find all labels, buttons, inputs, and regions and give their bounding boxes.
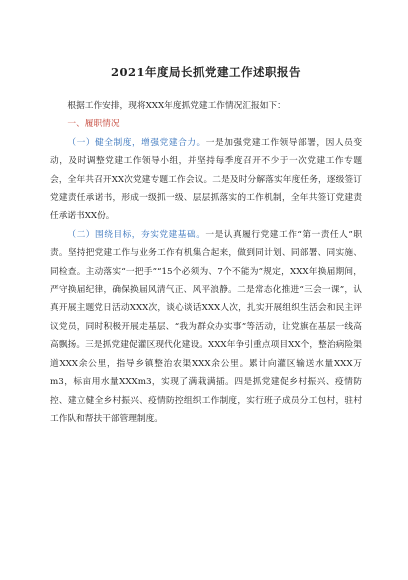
paragraph-1-body: 一是加强党建工作领导部署，因人员变动，及时调整党建工作领导小组，并坚持每季度召开不少于一次党建工作专题会，全年共召开XX次党建专题工作会议。二是及时分解落实年度任务，逐级签订党建责任承诺书，形成一级抓一级、层层抓落实的工作机制，全年共签订党建责任承诺书XX份。 — [50, 137, 363, 222]
section-heading: 一、履职情况 — [67, 119, 120, 130]
paragraph-1-lead: （一）健全制度，增强党建合力。 — [67, 137, 206, 148]
document-title: 2021年度局长抓党建工作述职报告 — [110, 65, 301, 79]
paragraph-2-lead: （二）围绕目标，夯实党建基础。 — [67, 229, 206, 240]
paragraph-1 — [50, 134, 362, 226]
paragraph-2-body: 一是认真履行党建工作“第一责任人”职责。坚持把党建工作与业务工作有机集合起来，做到同计划、同部署、同实施、同检查。主动落实“一把手”“15个必须为、7个不能为”规定，XXX年换届期间，严守换届纪律，确保换届风清气正、风平浪静。二是常态化推进“三会一课”，认真开展主题党日活动XXX次，谈心谈话XXX人次，扎实开展组织生活会和民主评议党员，同时积极开展走基层、“我为群众办实事”等活动，让党旗在基层一线高高飘扬。三是抓党建促灌区现代化建设。XXX年争引重点项目XX个，整治病险渠道XXX余公里，指导乡镇整治农渠XXX余公里。累计向灌区输送水量XXX万m3，标亩用水量XXXm3，实现了满栽满插。四是抓党建促乡村振兴、疫情防控、建立健全乡村振兴、疫情防控组织工作制度，实行班子成员分工包村，驻村工作队和帮扶干部管理制度。 — [50, 229, 363, 424]
intro-paragraph: 根据工作安排，现将XXX年度抓党建工作情况汇报如下： — [67, 101, 286, 111]
paragraph-2 — [50, 226, 362, 428]
